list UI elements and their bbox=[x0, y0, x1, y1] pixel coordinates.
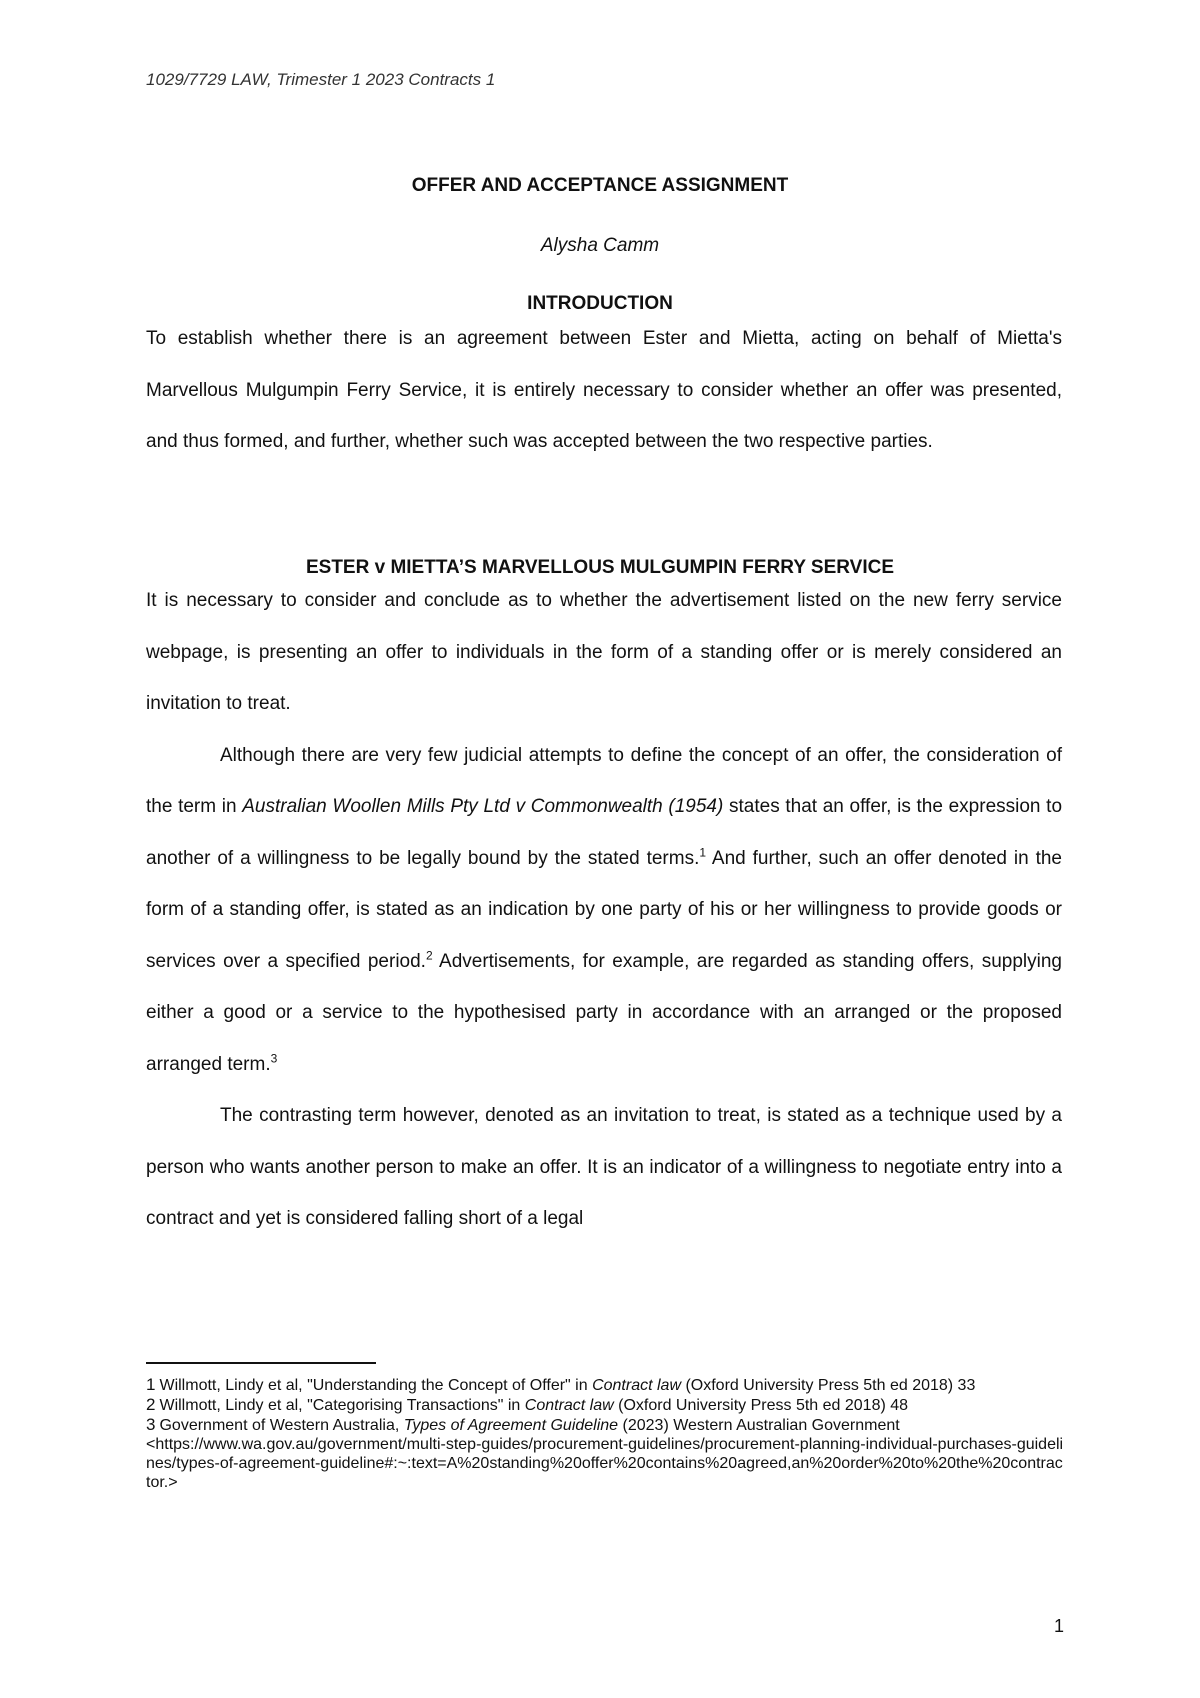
section-heading: ESTER v MIETTA’S MARVELLOUS MULGUMPIN FERRY SERVICE bbox=[305, 557, 895, 578]
footnote-3-title: Types of Agreement Guideline bbox=[403, 1417, 619, 1434]
section-paragraph-3: The contrasting term however, denoted as an invitation to treat, is stated as a technique used by a person who wants another person to make an offer. It is an indicator of a willingness to negotiate entry into a contract and yet is considered falling short of a legal bbox=[146, 1105, 1062, 1229]
footnote-1-number: 1 bbox=[146, 1375, 156, 1394]
footnote-separator bbox=[146, 1362, 376, 1364]
footnote-2-title: Contract law bbox=[524, 1397, 614, 1414]
p2-text-1: Although there are very few judicial attempts to define the concept of an offer, the consideration of the term in bbox=[146, 744, 1062, 817]
footnote-ref-3[interactable]: 3 bbox=[270, 1051, 278, 1066]
page-number: 1 bbox=[1053, 1616, 1064, 1636]
document-title: OFFER AND ACCEPTANCE ASSIGNMENT bbox=[411, 175, 789, 196]
running-header: 1029/7729 LAW, Trimester 1 2023 Contracts 1 bbox=[146, 70, 496, 89]
intro-paragraph: To establish whether there is an agreement between Ester and Mietta, acting on behalf of Mietta's Marvellous Mulgumpin Ferry Service, it is entirely necessary to consider whether an offer was presented, and thus formed, and further, whether such was accepted between the two respective parties. bbox=[146, 328, 1062, 452]
footnote-2-publisher: (Oxford University Press 5th ed 2018) 48 bbox=[613, 1397, 909, 1414]
footnote-1-publisher: (Oxford University Press 5th ed 2018) 33 bbox=[681, 1377, 976, 1394]
p2-text-4: Advertisements, for example, are regarded as standing offers, supplying either a good or a service to the hypothesised party in accordance with an arranged or the proposed arranged term. bbox=[146, 950, 1062, 1075]
section-body bbox=[146, 575, 1062, 1245]
section-paragraph-2 bbox=[146, 730, 1062, 1091]
footnote-2 bbox=[146, 1395, 1066, 1415]
p2-text-3: And further, such an offer denoted in the form of a standing offer, is stated as an indication by one party of his or her willingness to provide goods or services over a specified period. bbox=[146, 847, 1062, 972]
case-citation: Australian Woollen Mills Pty Ltd v Commonwealth (1954) bbox=[242, 796, 724, 817]
intro-heading: INTRODUCTION bbox=[527, 293, 673, 314]
footnote-3 bbox=[146, 1415, 1066, 1492]
footnote-2-text: Willmott, Lindy et al, "Categorising Transactions" in bbox=[159, 1397, 525, 1414]
footnote-2-number: 2 bbox=[146, 1395, 156, 1414]
p2-text-2: states that an offer, is the expression to another of a willingness to be legally bound by the stated terms. bbox=[146, 796, 1063, 869]
footnote-3-publisher: (2023) Western Australian Government bbox=[618, 1417, 900, 1434]
footnote-1-title: Contract law bbox=[592, 1377, 681, 1394]
footnote-1 bbox=[146, 1375, 1066, 1395]
footnote-1-text: Willmott, Lindy et al, "Understanding the Concept of Offer" in bbox=[159, 1377, 593, 1394]
footnote-ref-2[interactable]: 2 bbox=[425, 948, 433, 963]
footnote-3-number: 3 bbox=[146, 1415, 156, 1434]
author-name: Alysha Camm bbox=[540, 235, 660, 256]
footnote-ref-1[interactable]: 1 bbox=[699, 845, 707, 860]
footnote-3-url[interactable]: <https://www.wa.gov.au/government/multi-step-guides/procurement-guidelines/procurement-planning-individual-purchases-guidelines/types-of-agreement-guideline#:~:text=A%20standing%20offer%20contains%20agreed,an%20order%20to%20the%20contractor.> bbox=[146, 1436, 1064, 1491]
footnote-3-text: Government of Western Australia, bbox=[159, 1417, 404, 1434]
footnotes bbox=[146, 1375, 1066, 1492]
section-paragraph-1: It is necessary to consider and conclude as to whether the advertisement listed on the new ferry service webpage, is presenting an offer to individuals in the form of a standing offer or is merely considered an invitation to treat. bbox=[146, 590, 1062, 714]
intro-paragraph-block bbox=[146, 313, 1062, 468]
